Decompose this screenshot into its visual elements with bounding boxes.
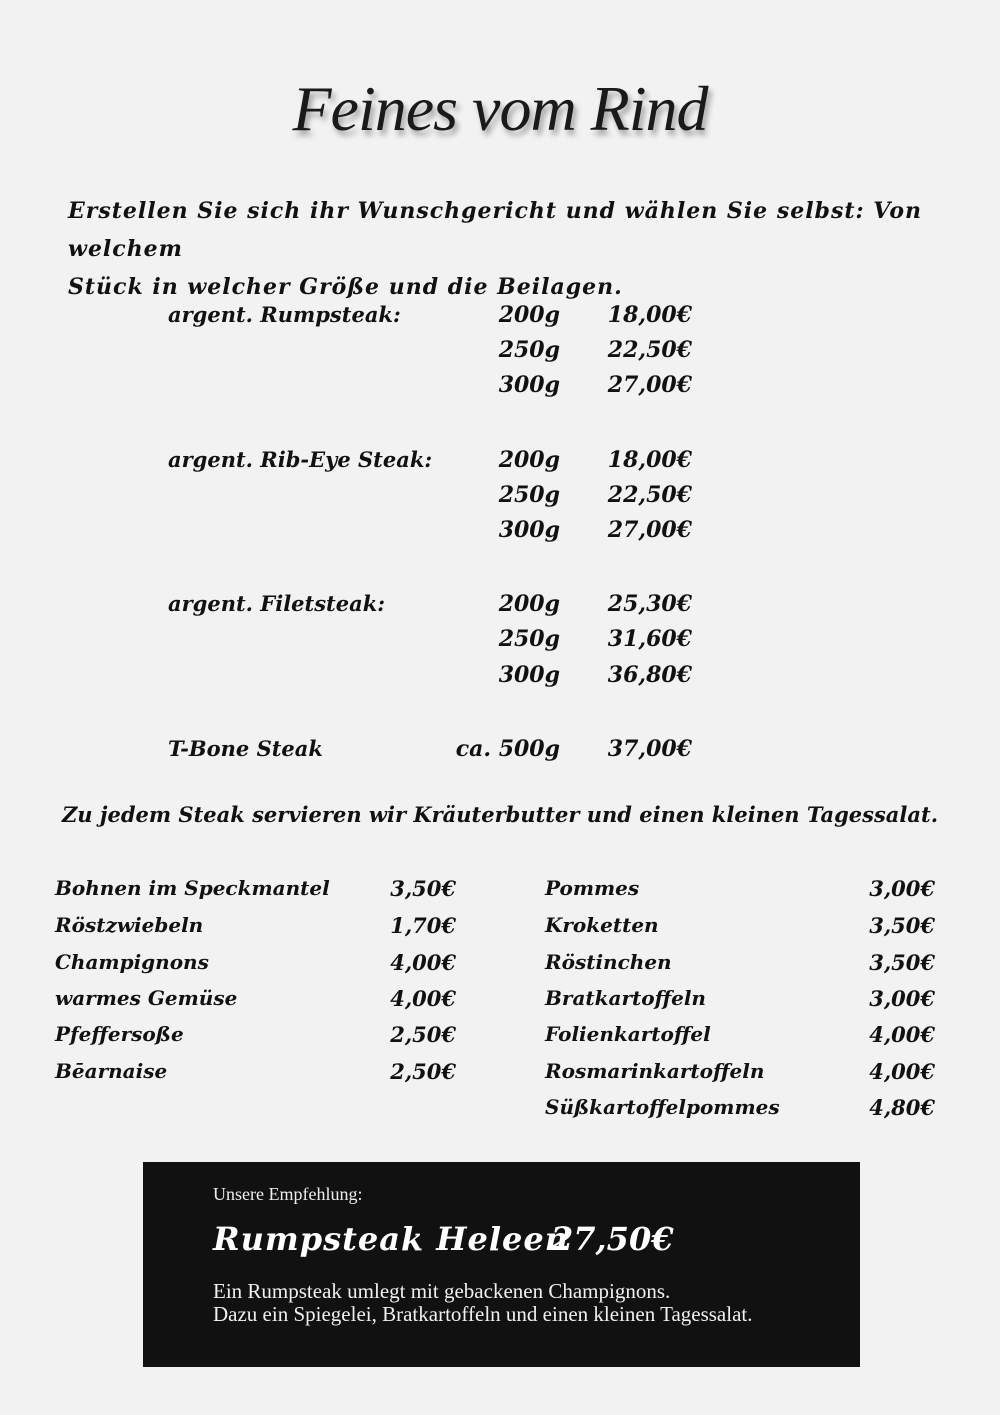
- recommendation-price: 27,50€: [551, 1220, 674, 1258]
- side-item-name: Pommes: [545, 876, 640, 900]
- steak-weight: 300g: [498, 517, 560, 543]
- side-item-price: 3,00€: [869, 876, 935, 901]
- side-item-price: 3,50€: [869, 950, 935, 975]
- steak-weight: 200g: [498, 302, 560, 328]
- steak-weight: 200g: [498, 591, 560, 617]
- side-item-name: Süßkartoffelpommes: [545, 1095, 780, 1119]
- steak-weight: 250g: [498, 482, 560, 508]
- intro-text: [68, 192, 948, 306]
- side-item-price: 4,80€: [869, 1095, 935, 1120]
- side-item-price: 4,00€: [869, 1059, 935, 1084]
- page-title: Feines vom Rind: [292, 73, 708, 144]
- side-item-name: Röstinchen: [545, 950, 672, 974]
- side-item-name: Bohnen im Speckmantel: [55, 876, 330, 900]
- side-item-name: warmes Gemüse: [55, 986, 238, 1010]
- steak-price: 27,00€: [607, 372, 692, 398]
- steak-price: 37,00€: [607, 736, 692, 762]
- steak-weight: ca. 500g: [455, 736, 560, 762]
- intro-line-1: Erstellen Sie sich ihr Wunschgericht und wählen Sie selbst: Von welchem: [68, 198, 922, 262]
- side-item-price: 1,70€: [390, 913, 456, 938]
- steak-name-rib-eye: argent. Rib-Eye Steak:: [168, 447, 433, 472]
- recommendation-description: [213, 1280, 753, 1326]
- steak-note: Zu jedem Steak servieren wir Kräuterbutter und einen kleinen Tagessalat.: [61, 802, 939, 827]
- side-item-name: Rosmarinkartoffeln: [545, 1059, 765, 1083]
- side-item-name: Bēarnaise: [55, 1059, 168, 1083]
- side-item-name: Röstzwiebeln: [55, 913, 204, 937]
- recommendation-label: Unsere Empfehlung:: [213, 1184, 363, 1204]
- side-item-price: 4,00€: [869, 1022, 935, 1047]
- steak-weight: 200g: [498, 447, 560, 473]
- steak-weight: 300g: [498, 372, 560, 398]
- recommendation-box: [143, 1162, 860, 1367]
- side-item-name: Folienkartoffel: [545, 1022, 711, 1046]
- side-item-name: Bratkartoffeln: [545, 986, 706, 1010]
- steak-price: 25,30€: [607, 591, 692, 617]
- steak-price: 27,00€: [607, 517, 692, 543]
- side-item-price: 4,00€: [390, 950, 456, 975]
- steak-weight: 250g: [498, 626, 560, 652]
- steak-price: 22,50€: [607, 337, 692, 363]
- recommendation-desc-line-1: Ein Rumpsteak umlegt mit gebackenen Champignons.: [213, 1279, 671, 1303]
- recommendation-desc-line-2: Dazu ein Spiegelei, Bratkartoffeln und einen kleinen Tagessalat.: [213, 1302, 753, 1326]
- side-item-price: 4,00€: [390, 986, 456, 1011]
- side-item-name: Champignons: [55, 950, 209, 974]
- steak-name-t-bone: T-Bone Steak: [168, 736, 323, 761]
- side-item-price: 3,00€: [869, 986, 935, 1011]
- steak-price: 18,00€: [607, 447, 692, 473]
- recommendation-name: Rumpsteak Heleen: [213, 1220, 570, 1258]
- side-item-price: 3,50€: [390, 876, 456, 901]
- steak-name-filetsteak: argent. Filetsteak:: [168, 591, 386, 616]
- steak-price: 36,80€: [607, 662, 692, 688]
- steak-price: 22,50€: [607, 482, 692, 508]
- steak-weight: 300g: [498, 662, 560, 688]
- intro-line-2: Stück in welcher Größe und die Beilagen.: [68, 274, 623, 300]
- steak-price: 31,60€: [607, 626, 692, 652]
- side-item-price: 2,50€: [390, 1059, 456, 1084]
- steak-weight: 250g: [498, 337, 560, 363]
- side-item-price: 3,50€: [869, 913, 935, 938]
- side-item-name: Kroketten: [545, 913, 659, 937]
- side-item-name: Pfeffersoße: [55, 1022, 184, 1046]
- steak-price: 18,00€: [607, 302, 692, 328]
- side-item-price: 2,50€: [390, 1022, 456, 1047]
- steak-name-rumpsteak: argent. Rumpsteak:: [168, 302, 401, 327]
